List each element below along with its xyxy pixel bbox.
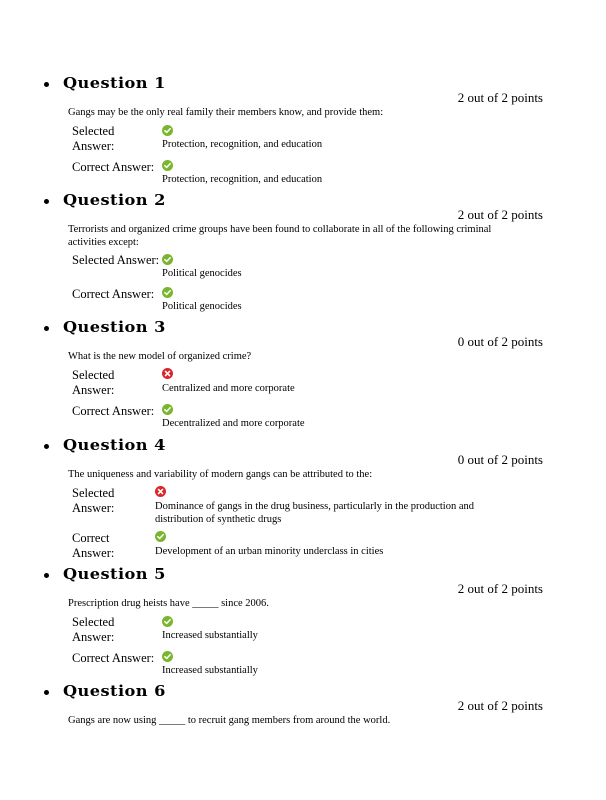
bullet	[44, 690, 49, 695]
question-text: Gangs may be the only real family their members know, and provide them:	[68, 107, 384, 118]
question-text: Prescription drug heists have _____ since 2006.	[68, 598, 269, 609]
question-points: 2 out of 2 points	[457, 90, 543, 105]
question-text: What is the new model of organized crime?	[68, 351, 252, 362]
check-circle-icon	[162, 287, 173, 298]
correct-answer-text: Decentralized and more corporate	[162, 418, 305, 429]
selected-answer-text: Political genocides	[162, 268, 242, 279]
question-title: Question 2	[63, 191, 166, 209]
selected-answer-label: Selected Answer:	[72, 615, 115, 644]
bullet	[44, 444, 49, 449]
selected-answer-label: Selected Answer:	[72, 368, 115, 397]
selected-answer-label: Selected Answer:	[72, 124, 115, 153]
question-points: 2 out of 2 points	[457, 698, 543, 713]
bullet	[44, 573, 49, 578]
question-title: Question 1	[63, 74, 166, 92]
correct-answer-text: Increased substantially	[162, 665, 258, 676]
question-points: 0 out of 2 points	[457, 334, 543, 349]
question-points: 2 out of 2 points	[457, 207, 543, 222]
correct-answer-label: Correct Answer:	[72, 160, 155, 174]
bullet	[44, 199, 49, 204]
question-title: Question 4	[63, 436, 166, 454]
check-circle-icon	[155, 531, 166, 542]
check-circle-icon	[162, 404, 173, 415]
check-circle-icon	[162, 125, 173, 136]
question-title: Question 6	[63, 682, 166, 700]
selected-answer-text: Protection, recognition, and education	[162, 139, 323, 150]
check-circle-icon	[162, 616, 173, 627]
correct-answer-text: Protection, recognition, and education	[162, 174, 323, 185]
x-circle-icon	[162, 368, 173, 379]
correct-answer-text: Development of an urban minority underclass in cities	[155, 546, 384, 557]
check-circle-icon	[162, 160, 173, 171]
correct-answer-label: Correct Answer:	[72, 287, 155, 301]
question-points: 2 out of 2 points	[457, 581, 543, 596]
correct-answer-label: Correct Answer:	[72, 651, 155, 665]
bullet	[44, 82, 49, 87]
question-text: The uniqueness and variability of modern gangs can be attributed to the:	[68, 469, 373, 480]
x-circle-icon	[155, 486, 166, 497]
bullet	[44, 326, 49, 331]
question-title: Question 3	[63, 318, 166, 336]
selected-answer-text: Dominance of gangs in the drug business, particularly in the production and distribution of synthetic drugs	[155, 501, 475, 525]
question-title: Question 5	[63, 565, 166, 583]
selected-answer-label: Selected Answer:	[72, 486, 115, 515]
correct-answer-label: Correct Answer:	[72, 531, 115, 560]
check-circle-icon	[162, 651, 173, 662]
selected-answer-text: Increased substantially	[162, 630, 258, 641]
selected-answer-text: Centralized and more corporate	[162, 383, 295, 394]
selected-answer-label: Selected Answer:	[72, 253, 160, 267]
question-points: 0 out of 2 points	[457, 452, 543, 467]
check-circle-icon	[162, 254, 173, 265]
question-text: Terrorists and organized crime groups have been found to collaborate in all of the following criminal activities except:	[68, 224, 492, 248]
correct-answer-text: Political genocides	[162, 301, 242, 312]
question-text: Gangs are now using _____ to recruit gang members from around the world.	[68, 715, 391, 726]
correct-answer-label: Correct Answer:	[72, 404, 155, 418]
